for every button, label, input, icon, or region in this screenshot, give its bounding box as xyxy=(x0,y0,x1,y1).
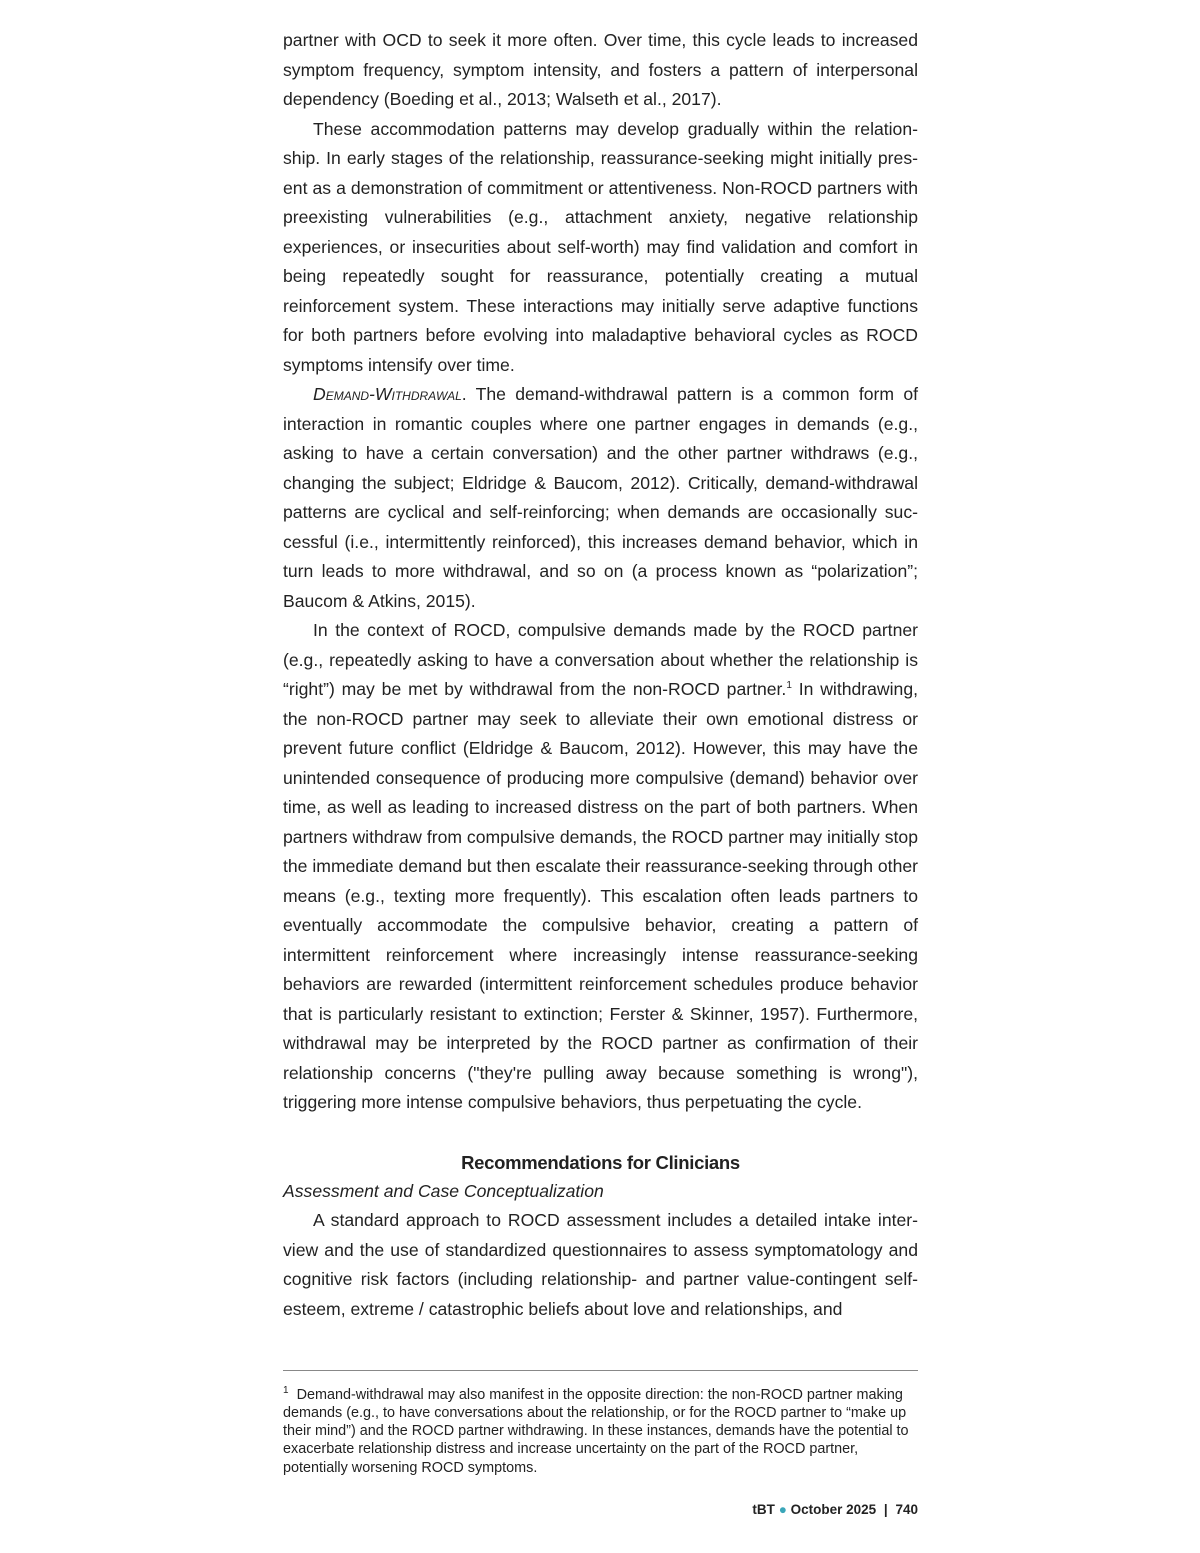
issue-date: October 2025 xyxy=(790,1502,877,1517)
article-body xyxy=(283,26,918,1324)
footnote-reference: 1 xyxy=(786,680,792,692)
paragraph-4-text-b: In withdrawing, the non-ROCD partner may seek to alleviate their own emotional distress or prevent future conflict (Eldridge & Baucom, 2012). However, this may have the unintended consequence of producing more compulsive (demand) behavior over time, as well as leading to increased distress on the part of both partners. When partners withdraw from compulsive demands, the ROCD partner may initially stop the immediate demand but then escalate their reassurance-seeking through other means (e.g., texting more frequently). This escalation often leads partners to eventually accommodate the compulsive behavior, creating a pattern of intermittent reinforcement where increasingly intense reassurance-seeking behaviors are rewarded (intermittent reinforcement schedules produce behavior that is particularly resistant to extinction; Ferster & Skinner, 1957). Furthermore, withdrawal may be interpreted by the ROCD partner as confirmation of their relationship concerns ("they're pulling away because something is wrong"), triggering more intense compulsive behaviors, thus perpetuating the cycle. xyxy=(283,679,918,1112)
footnote-text: Demand-withdrawal may also manifest in the opposite direction: the non-ROCD partner making demands (e.g., to have conversations about the relationship, or for the ROCD partner to “make up their mind”) and the ROCD partner withdrawing. In these instances, demands have the potential to exacerbate relationship distress and increase uncertainty on the part of the ROCD partner, potentially worsening ROCD symptoms. xyxy=(283,1386,909,1476)
footnote-mark: 1 xyxy=(283,1385,289,1396)
paragraph-1: partner with OCD to seek it more often. Over time, this cycle leads to increased symptom frequency, symptom intensity, and fosters a pattern of interpersonal dependency (Boeding et al., 2013; Walseth et al., 2017). xyxy=(283,30,918,109)
section-title: Recommendations for Clinicians xyxy=(461,1151,740,1173)
paragraph-4-text-a: In the context of ROCD, compulsive demands made by the ROCD partner (e.g., repeatedly asking to have a conversation about whether the relationship is “right”) may be met by withdrawal from the non-ROCD partner. xyxy=(283,620,918,699)
paragraph-3-text: . The demand-withdrawal pattern is a common form of interaction in romantic couples where one partner engages in demands (e.g., asking to have a certain conversation) and the other partner withdraws (e.g., changing the subject; Eldridge & Baucom, 2012). Critically, demand-withdrawal patterns are cyclical and self-reinforcing; when demands are occasionally successful (i.e., intermittently reinforced), this increases demand behavior, which in turn leads to more withdrawal, and so on (a process known as “polarization”; Baucom & Atkins, 2015). xyxy=(283,384,918,611)
footnote-divider xyxy=(283,1370,918,1371)
page-footer xyxy=(752,1502,918,1517)
paragraph-5: A standard approach to ROCD assessment includes a detailed intake interview and the use of standardized questionnaires to assess symptomatology and cognitive risk factors (including relationship- and partner value-contingent self-esteem, extreme / catastrophic beliefs about love and relationships, and xyxy=(283,1210,918,1319)
footnote xyxy=(283,1382,913,1477)
footer-separator: | xyxy=(883,1502,888,1517)
paragraph-3 xyxy=(283,380,918,616)
paragraph-4 xyxy=(283,616,918,1118)
paragraph-2: These accommodation patterns may develop gradually within the relationship. In early stages of the relationship, reassurance-seeking might initially present as a demonstration of commitment or attentiveness. Non-ROCD partners with preexisting vulnerabilities (e.g., attachment anxiety, negative relationship experiences, or insecurities about self-worth) may find validation and comfort in being repeatedly sought for reassurance, potentially creating a mutual reinforcement system. These interactions may initially serve adaptive functions for both partners before evolving into maladaptive behavioral cycles as ROCD symptoms intensify over time. xyxy=(283,118,918,375)
journal-name: tBT xyxy=(752,1502,775,1517)
bullet-dot-icon: ● xyxy=(778,1502,787,1517)
page-number: 740 xyxy=(895,1502,918,1517)
run-in-heading-demand-withdrawal: Demand-Withdrawal xyxy=(313,384,462,404)
subsection-title: Assessment and Case Conceptualization xyxy=(283,1180,604,1201)
